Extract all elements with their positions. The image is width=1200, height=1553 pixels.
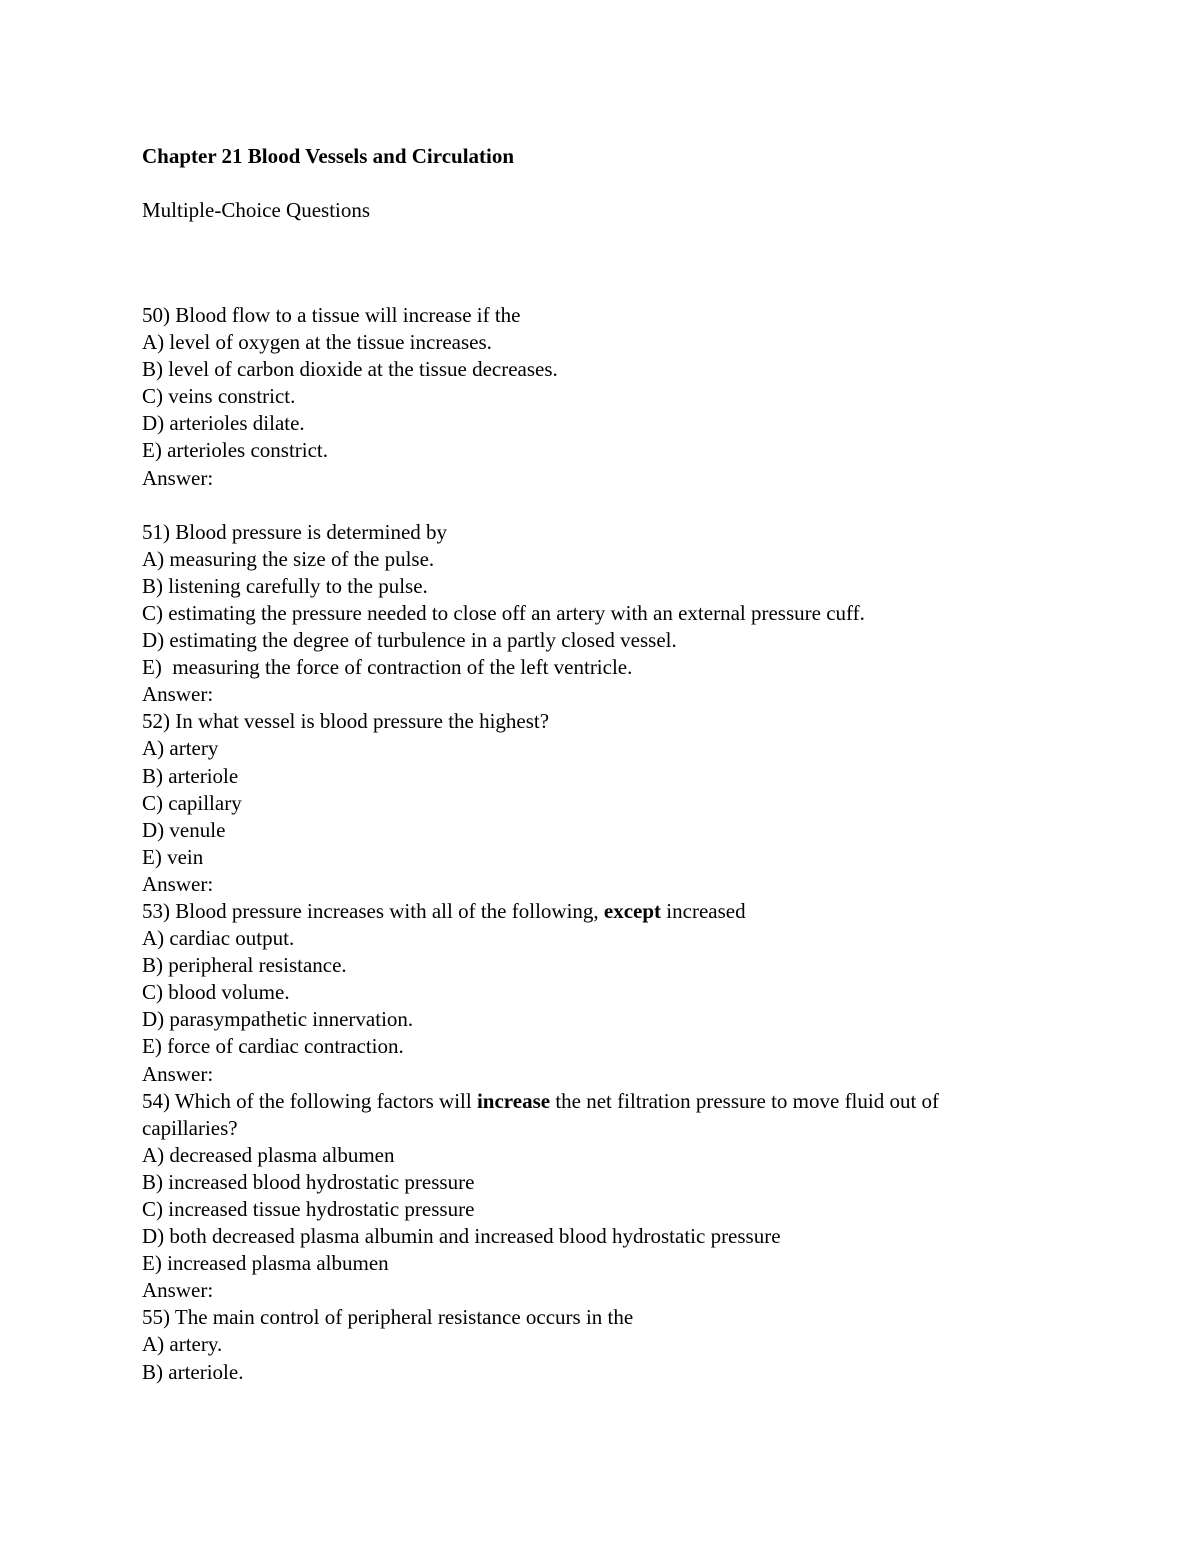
stem-text-end: the net filtration pressure to move fluid out of — [550, 1088, 940, 1113]
option-b: B) peripheral resistance. — [142, 953, 347, 978]
option-e: E) vein — [142, 844, 204, 869]
question-53 — [142, 898, 1062, 1088]
option-e: E) increased plasma albumen — [142, 1251, 389, 1276]
section-subtitle: Multiple-Choice Questions — [142, 198, 371, 222]
question-50 — [142, 302, 1062, 492]
question-stem: 52) In what vessel is blood pressure the highest? — [142, 709, 550, 734]
option-e: E) arterioles constrict. — [142, 438, 329, 463]
option-d: D) venule — [142, 817, 226, 842]
stem-emphasis: except — [603, 898, 662, 923]
option-a: A) level of oxygen at the tissue increases. — [142, 330, 492, 355]
question-52 — [142, 708, 1062, 898]
option-d: D) parasympathetic innervation. — [142, 1007, 414, 1032]
option-c: C) estimating the pressure needed to close off an artery with an external pressure cuff. — [142, 600, 865, 625]
option-e: E) force of cardiac contraction. — [142, 1034, 404, 1059]
question-stem: 55) The main control of peripheral resistance occurs in the — [142, 1305, 634, 1330]
option-b: B) listening carefully to the pulse. — [142, 573, 428, 598]
question-stem-continued: capillaries? — [142, 1115, 238, 1140]
stem-text-end: increased — [661, 898, 746, 923]
option-e: E) measuring the force of contraction of the left ventricle. — [142, 655, 633, 680]
option-d: D) arterioles dilate. — [142, 411, 305, 436]
option-a: A) cardiac output. — [142, 926, 295, 951]
answer-label: Answer: — [142, 682, 214, 707]
answer-label: Answer: — [142, 871, 214, 896]
answer-label: Answer: — [142, 465, 214, 490]
option-a: A) decreased plasma albumen — [142, 1142, 395, 1167]
question-54 — [142, 1088, 1062, 1305]
question-stem — [142, 1088, 1062, 1115]
question-stem — [142, 898, 1062, 925]
option-c: C) increased tissue hydrostatic pressure — [142, 1197, 475, 1221]
stem-text: 53) Blood pressure increases with all of the following, — [142, 898, 604, 923]
option-c: C) blood volume. — [142, 980, 290, 1005]
option-a: A) measuring the size of the pulse. — [142, 546, 435, 571]
document-page — [142, 140, 1062, 1386]
option-d: D) both decreased plasma albumin and increased blood hydrostatic pressure — [142, 1224, 781, 1249]
option-c: C) veins constrict. — [142, 384, 296, 409]
question-stem: 51) Blood pressure is determined by — [142, 519, 448, 544]
option-d: D) estimating the degree of turbulence in a partly closed vessel. — [142, 628, 677, 653]
option-b: B) arteriole. — [142, 1359, 244, 1384]
answer-label: Answer: — [142, 1278, 214, 1303]
option-a: A) artery. — [142, 1332, 223, 1357]
spacer — [142, 492, 1062, 519]
answer-label: Answer: — [142, 1061, 214, 1086]
question-51 — [142, 519, 1062, 709]
stem-emphasis: increase — [476, 1088, 551, 1113]
question-stem: 50) Blood flow to a tissue will increase if the — [142, 303, 521, 327]
option-b: B) increased blood hydrostatic pressure — [142, 1169, 475, 1194]
option-a: A) artery — [142, 736, 219, 761]
option-b: B) level of carbon dioxide at the tissue decreases. — [142, 357, 558, 382]
question-55 — [142, 1304, 1062, 1385]
option-b: B) arteriole — [142, 763, 239, 788]
chapter-title: Chapter 21 Blood Vessels and Circulation — [142, 144, 515, 168]
option-c: C) capillary — [142, 790, 242, 815]
stem-text: 54) Which of the following factors will — [142, 1088, 477, 1113]
